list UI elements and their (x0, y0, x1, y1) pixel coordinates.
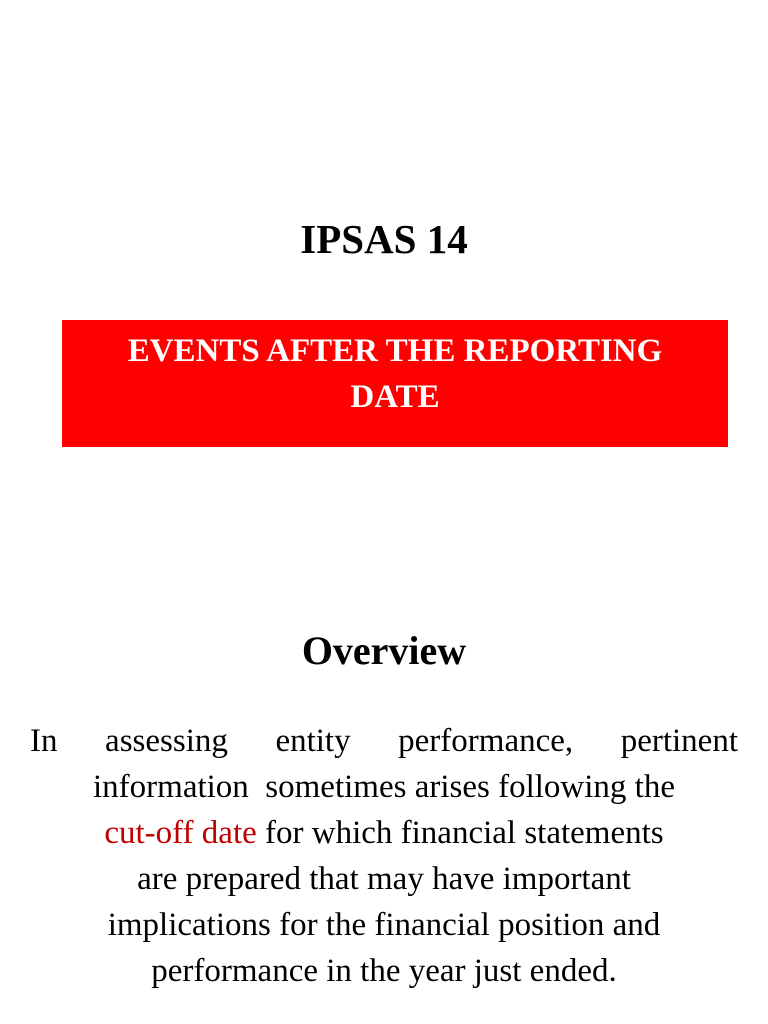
paragraph-line-2: information sometimes arises following the (93, 769, 675, 805)
paragraph-line-3 (30, 810, 738, 856)
overview-paragraph (30, 718, 738, 994)
banner-line-1: EVENTS AFTER THE REPORTING (127, 333, 663, 369)
paragraph-line-4: are prepared that may have important (137, 861, 631, 897)
section-heading: Overview (301, 628, 467, 673)
paragraph-line-5: implications for the financial position and (107, 907, 661, 943)
paragraph-line-6: performance in the year just ended. (151, 953, 617, 989)
banner-line-2: DATE (350, 379, 440, 415)
title-banner (62, 320, 728, 447)
paragraph-line-3-rest: for which financial statements (256, 815, 664, 851)
slide-title: IPSAS 14 (300, 216, 468, 262)
highlight-term: cut-off date (104, 815, 257, 851)
paragraph-line-1: In assessing entity performance, pertinent (30, 723, 738, 759)
